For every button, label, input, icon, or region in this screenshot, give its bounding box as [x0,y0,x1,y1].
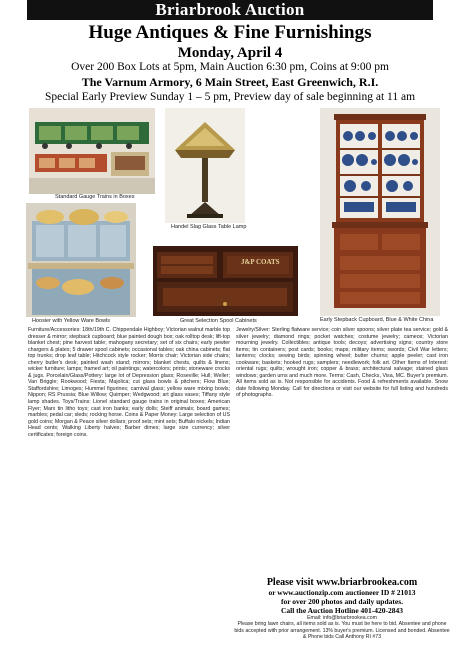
lamp-caption: Handel Slag Glass Table Lamp [171,224,247,230]
auctionzip-line: or www.auctionzip.com auctioneer ID # 21013 [268,588,416,597]
description-column-left: Furniture/Accessories: 18th/19th C. Chippendale Highboy; Victorian walnut marble top dresser & mirror; stepback cupboard; blue painted dough box; oak rolltop desk; lift-top blanket chest; pine harvest table; mahogany secretary; set of six chairs; early pewter chargers & plates; 5 drawer spool cabinets; occasional tables; oak china cabinets; flat top trunks; drop leaf table; Hitchcock style rocker; Morris chair; Victorian side chairs; cherry butler's desk; painted wash stand; mirrors; blanket chests, quilts & linens; wicker furniture; lamps; framed art; oil paintings; watercolors; prints; stoneware crocks & jugs. Porcelain/Glass/Pottery: large lot of Depression glass; Roseville; Hull; Weller; Van Briggle; Rookwood; Fiesta; Majolica; cut glass bowls & pitchers; Flow Blue; Staffordshire; Limoges; Hummel figurines; carnival glass; yellow ware mixing bowls; Nippon; RS Prussia; Blue Willow; Quimper; Wedgwood; art glass vases; Tiffany style lamp shades. Toys/Trains: Lionel standard gauge trains in original boxes; American Flyer; Marx tin litho toys; cast iron banks; early dolls; Steiff animals; board games; marbles; pedal car; sleds; rocking horse. Coins & Paper Money: Large selection of US gold coins; Morgan & Peace silver dollars; proof sets; mint sets; Buffalo nickels; Indian Head cents; Walking Liberty halves; Barber dimes; large size currency; silver certificates; foreign coins. [28,327,230,438]
footer-terms [232,615,452,641]
hoosier-illustration [26,203,136,317]
trains-caption: Standard Gauge Trains in Boxes [55,194,135,200]
lamp-illustration [165,108,245,223]
cupboard-caption: Early Stepback Cupboard, Blue & White China [320,317,434,323]
spool-photo [153,246,298,316]
spool-caption: Great Selection Spool Cabinets [180,318,257,324]
page-title: Huge Antiques & Fine Furnishings [88,22,372,43]
spool-sign-text: J&P COATS [241,258,280,266]
lot-schedule: Over 200 Box Lots at 5pm, Main Auction 6:30 pm, Coins at 9:00 pm [71,61,389,73]
website-promo: Please visit www.briarbrookea.com [266,577,418,588]
footer-email: Email: info@briarbrookea.com [307,615,377,621]
cupboard-photo [320,108,440,316]
trains-illustration [29,108,155,194]
lamp-photo [165,108,245,223]
cupboard-illustration [320,108,440,316]
photos-line: for over 200 photos and daily updates. [280,597,404,606]
preview-schedule: Special Early Preview Sunday 1 – 5 pm, Preview day of sale beginning at 11 am [44,91,416,103]
spool-illustration [153,246,298,316]
auction-house-banner: Briarbrook Auction [27,0,433,20]
auction-date: Monday, April 4 [177,45,283,61]
trains-photo [29,108,155,194]
hoosier-caption: Hoosier with Yellow Ware Bowls [32,318,111,324]
description-column-right: Jewelry/Silver: Sterling flatware service; coin silver spoons; silver plate tea service; gold & silver jewelry; diamond rings; pocket watches; costume jewelry; cameos; Victorian mourning jewelry. Collectibles: antique tools; decoys; advertising signs; country store items; tin containers; post cards; books; maps; military items; swords; Civil War letters; lanterns; clocks; sewing birds; spinning wheel; butter churns; apple peeler; cast iron cookware; baskets; hooked rugs; samplers; needlework; folk art. Other Items of Interest: oriental rugs; quilts; wrought iron; copper & brass; architectural salvage; stained glass windows; garden urns and much more. Terms: Cash, Checks, Visa, MC. Buyer's premium. All items sold as is. Not responsible for accidents. Food & refreshments available. Snow date following Monday. Call for directions or visit our website for full listing and hundreds of photographs. [236,327,448,399]
footer-notes: Please bring lawn chairs, all items sold as is. You must be here to bid. Absentee and phone bids accepted with prior arrangement. 13% buyer's premium. Licensed and bonded. Absentee & Phone bids Call Anthony RI #73 [234,621,450,641]
hoosier-photo [26,203,136,317]
venue-address: The Varnum Armory, 6 Main Street, East Greenwich, R.I. [81,75,379,89]
hotline-line: Call the Auction Hotline 401-420-2843 [280,606,404,615]
